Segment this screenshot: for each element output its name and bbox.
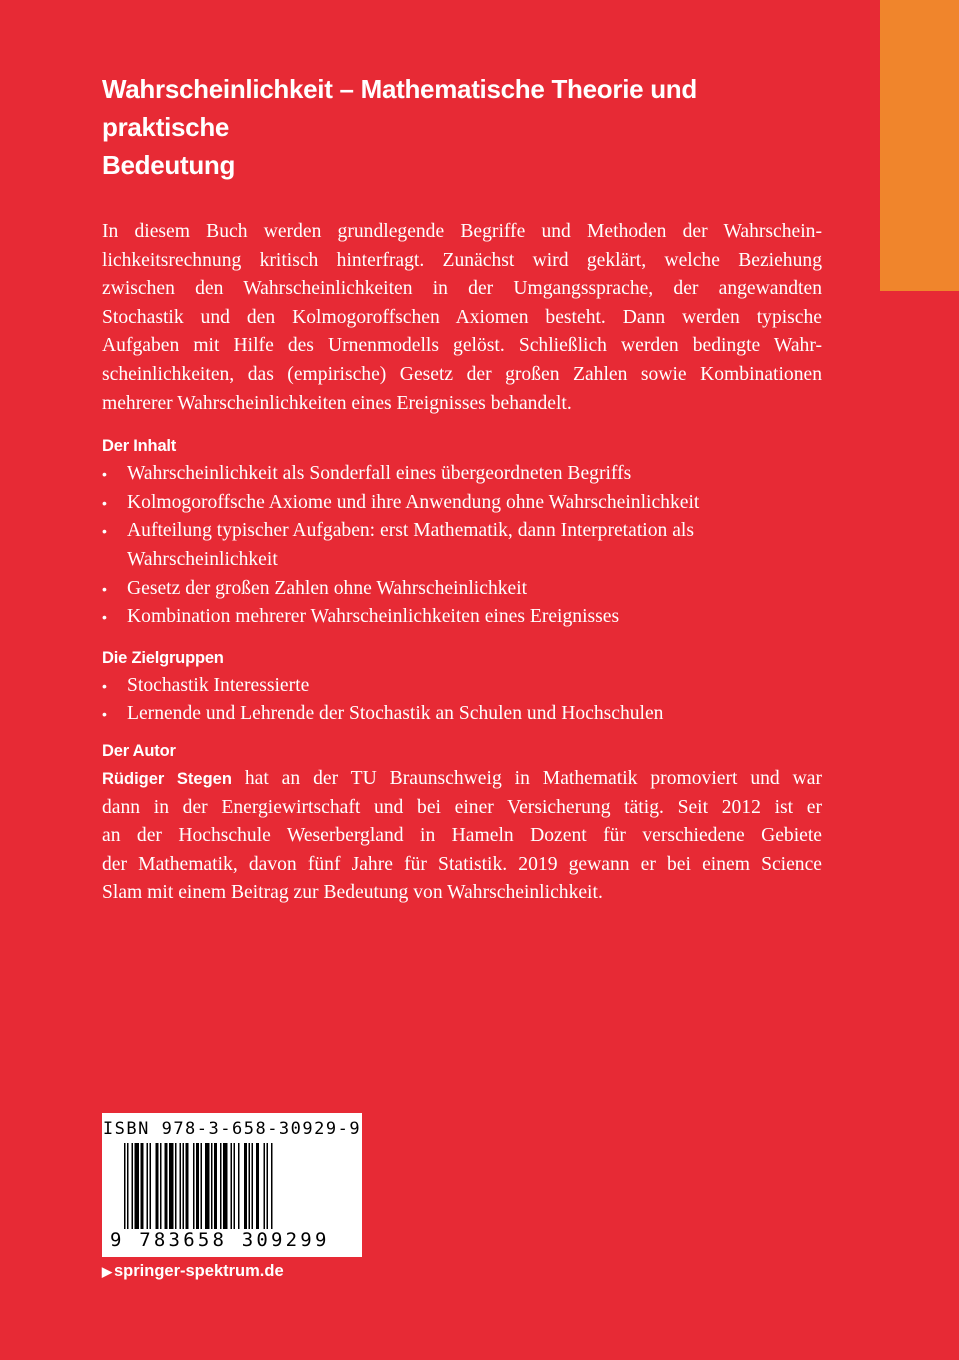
orange-color-tab bbox=[880, 0, 959, 291]
publisher-website[interactable] bbox=[102, 1262, 284, 1281]
title-line-2: Bedeutung bbox=[102, 150, 236, 180]
intro-line: In diesem Buch werden grundlegende Begriffe und Methoden der Wahrschein- bbox=[102, 221, 822, 242]
back-cover-content bbox=[102, 70, 822, 908]
intro-paragraph bbox=[102, 218, 822, 418]
list-item: • Kombination mehrerer Wahrscheinlichkeiten eines Ereignisses bbox=[102, 603, 822, 632]
list-item: • Lernende und Lehrende der Stochastik an Schulen und Hochschulen bbox=[102, 700, 822, 729]
isbn-barcode bbox=[102, 1113, 362, 1257]
title-line-1: Wahrscheinlichkeit – Mathematische Theorie und praktische bbox=[102, 74, 697, 142]
arrow-right-icon: ▶ bbox=[102, 1264, 112, 1279]
bullet-icon: • bbox=[102, 466, 107, 483]
list-item: • Gesetz der großen Zahlen ohne Wahrscheinlichkeit bbox=[102, 575, 822, 604]
zielgruppen-list bbox=[102, 672, 822, 729]
autor-heading: Der Autor bbox=[102, 741, 176, 760]
author-bio bbox=[102, 765, 822, 908]
ean-digits: 9 783658 309299 bbox=[110, 1229, 330, 1251]
author-name: Rüdiger Stegen bbox=[102, 769, 232, 788]
isbn-label: ISBN 978-3-658-30929-9 bbox=[102, 1119, 362, 1139]
bullet-icon: • bbox=[102, 609, 107, 626]
bullet-icon: • bbox=[102, 580, 107, 597]
intro-line: Stochastik und den Kolmogoroffschen Axiomen besteht. Dann werden typische bbox=[102, 306, 822, 328]
list-item: • Aufteilung typischer Aufgaben: erst Mathematik, dann Interpretation als Wahrscheinlichkeit bbox=[102, 517, 822, 574]
bullet-icon: • bbox=[102, 706, 107, 723]
intro-line: scheinlichkeiten, das (empirische) Gesetz der großen Zahlen sowie Kombinationen bbox=[102, 363, 822, 385]
barcode-bars bbox=[124, 1143, 342, 1229]
intro-line: Aufgaben mit Hilfe des Urnenmodells gelöst. Schließlich werden bedingte Wahr- bbox=[102, 335, 822, 357]
intro-line: lichkeitsrechnung kritisch hinterfragt. Zunächst wird geklärt, welche Beziehung bbox=[102, 249, 822, 271]
inhalt-heading: Der Inhalt bbox=[102, 437, 177, 456]
author-line: Rüdiger Stegen hat an der TU Braunschweig in Mathematik promoviert und war bbox=[102, 767, 822, 789]
bullet-icon: • bbox=[102, 677, 107, 694]
book-title bbox=[102, 70, 822, 184]
list-item: • Kolmogoroffsche Axiome und ihre Anwendung ohne Wahrscheinlichkeit bbox=[102, 489, 822, 518]
bullet-icon: • bbox=[102, 523, 107, 540]
website-link[interactable]: springer-spektrum.de bbox=[114, 1262, 284, 1280]
intro-line: zwischen den Wahrscheinlichkeiten in der Umgangssprache, der angewandten bbox=[102, 278, 822, 300]
list-item: • Wahrscheinlichkeit als Sonderfall eines übergeordneten Begriffs bbox=[102, 460, 822, 489]
zielgruppen-heading: Die Zielgruppen bbox=[102, 648, 224, 667]
list-item: • Stochastik Interessierte bbox=[102, 672, 822, 701]
author-line: Slam mit einem Beitrag zur Bedeutung von Wahrscheinlichkeit. bbox=[102, 882, 603, 904]
inhalt-list bbox=[102, 460, 822, 632]
author-line: der Mathematik, davon fünf Jahre für Statistik. 2019 gewann er bei einem Science bbox=[102, 853, 822, 875]
bullet-icon: • bbox=[102, 494, 107, 511]
author-line: an der Hochschule Weserbergland in Hameln Dozent für verschiedene Gebiete bbox=[102, 825, 822, 847]
author-line: dann in der Energiewirtschaft und bei einer Versicherung tätig. Seit 2012 ist er bbox=[102, 796, 822, 818]
intro-line: mehrerer Wahrscheinlichkeiten eines Ereignisses behandelt. bbox=[102, 392, 572, 414]
